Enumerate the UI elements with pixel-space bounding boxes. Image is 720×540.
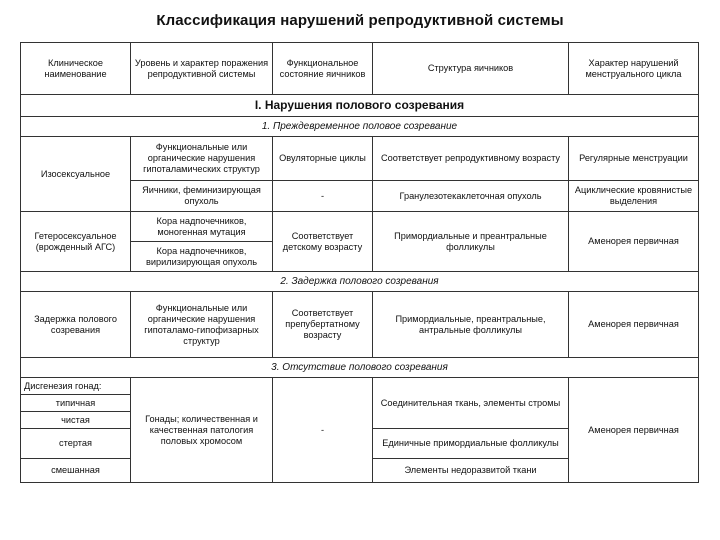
cell-structure: Примордиальные, преантральные, антральные фолликулы (373, 292, 569, 358)
cell-level: Кора надпочечников, моногенная мутация (131, 212, 273, 242)
cell-cycle: Регулярные менструации (569, 137, 699, 181)
row-label-delay: Задержка полового созревания (21, 292, 131, 358)
cell-function: - (273, 378, 373, 483)
cell-level: Кора надпочечников, вирилизирующая опухоль (131, 242, 273, 272)
cell-structure: Единичные примордиальные фолликулы (373, 429, 569, 459)
header-function: Функциональное состояние яичников (273, 43, 373, 95)
classification-table (20, 42, 699, 483)
header-level: Уровень и характер поражения репродуктивной системы (131, 43, 273, 95)
header-structure: Структура яичников (373, 43, 569, 95)
row-label-pure: чистая (21, 412, 131, 429)
row-label-mixed: смешанная (21, 459, 131, 483)
subsection-precocious: 1. Преждевременное половое созревание (21, 117, 699, 137)
cell-function: Соответствует детскому возрасту (273, 212, 373, 272)
header-cycle: Характер нарушений менструального цикла (569, 43, 699, 95)
cell-cycle: Аменорея первичная (569, 292, 699, 358)
cell-level: Функциональные или органические нарушения гипоталамических структур (131, 137, 273, 181)
row-label-isosexual: Изосексуальное (21, 137, 131, 212)
row-label-heterosexual: Гетеросексуальное (врожденный АГС) (21, 212, 131, 272)
subsection-absence: 3. Отсутствие полового созревания (21, 358, 699, 378)
cell-structure: Соединительная ткань, элементы стромы (373, 378, 569, 429)
cell-function: Соответствует препубертатному возрасту (273, 292, 373, 358)
header-clinical-name: Клиническое наименование (21, 43, 131, 95)
cell-function: - (273, 181, 373, 212)
cell-cycle: Аменорея первичная (569, 212, 699, 272)
row-label-typical: типичная (21, 395, 131, 412)
cell-structure: Соответствует репродуктивному возрасту (373, 137, 569, 181)
row-label-dysgenesis: Дисгенезия гонад: (21, 378, 131, 395)
section-heading: I. Нарушения полового созревания (21, 95, 699, 117)
subsection-delay: 2. Задержка полового созревания (21, 272, 699, 292)
row-label-erased: стертая (21, 429, 131, 459)
cell-structure: Элементы недоразвитой ткани (373, 459, 569, 483)
cell-cycle: Ациклические кровянистые выделения (569, 181, 699, 212)
cell-structure: Примордиальные и преантральные фолликулы (373, 212, 569, 272)
header-row (21, 43, 699, 95)
cell-level: Яичники, феминизирующая опухоль (131, 181, 273, 212)
cell-structure: Гранулезотекаклеточная опухоль (373, 181, 569, 212)
cell-cycle: Аменорея первичная (569, 378, 699, 483)
cell-level: Гонады; количественная и качественная патология половых хромосом (131, 378, 273, 483)
page-title: Классификация нарушений репродуктивной системы (156, 12, 564, 29)
cell-function: Овуляторные циклы (273, 137, 373, 181)
cell-level: Функциональные или органические нарушения гипоталамо-гипофизарных структур (131, 292, 273, 358)
